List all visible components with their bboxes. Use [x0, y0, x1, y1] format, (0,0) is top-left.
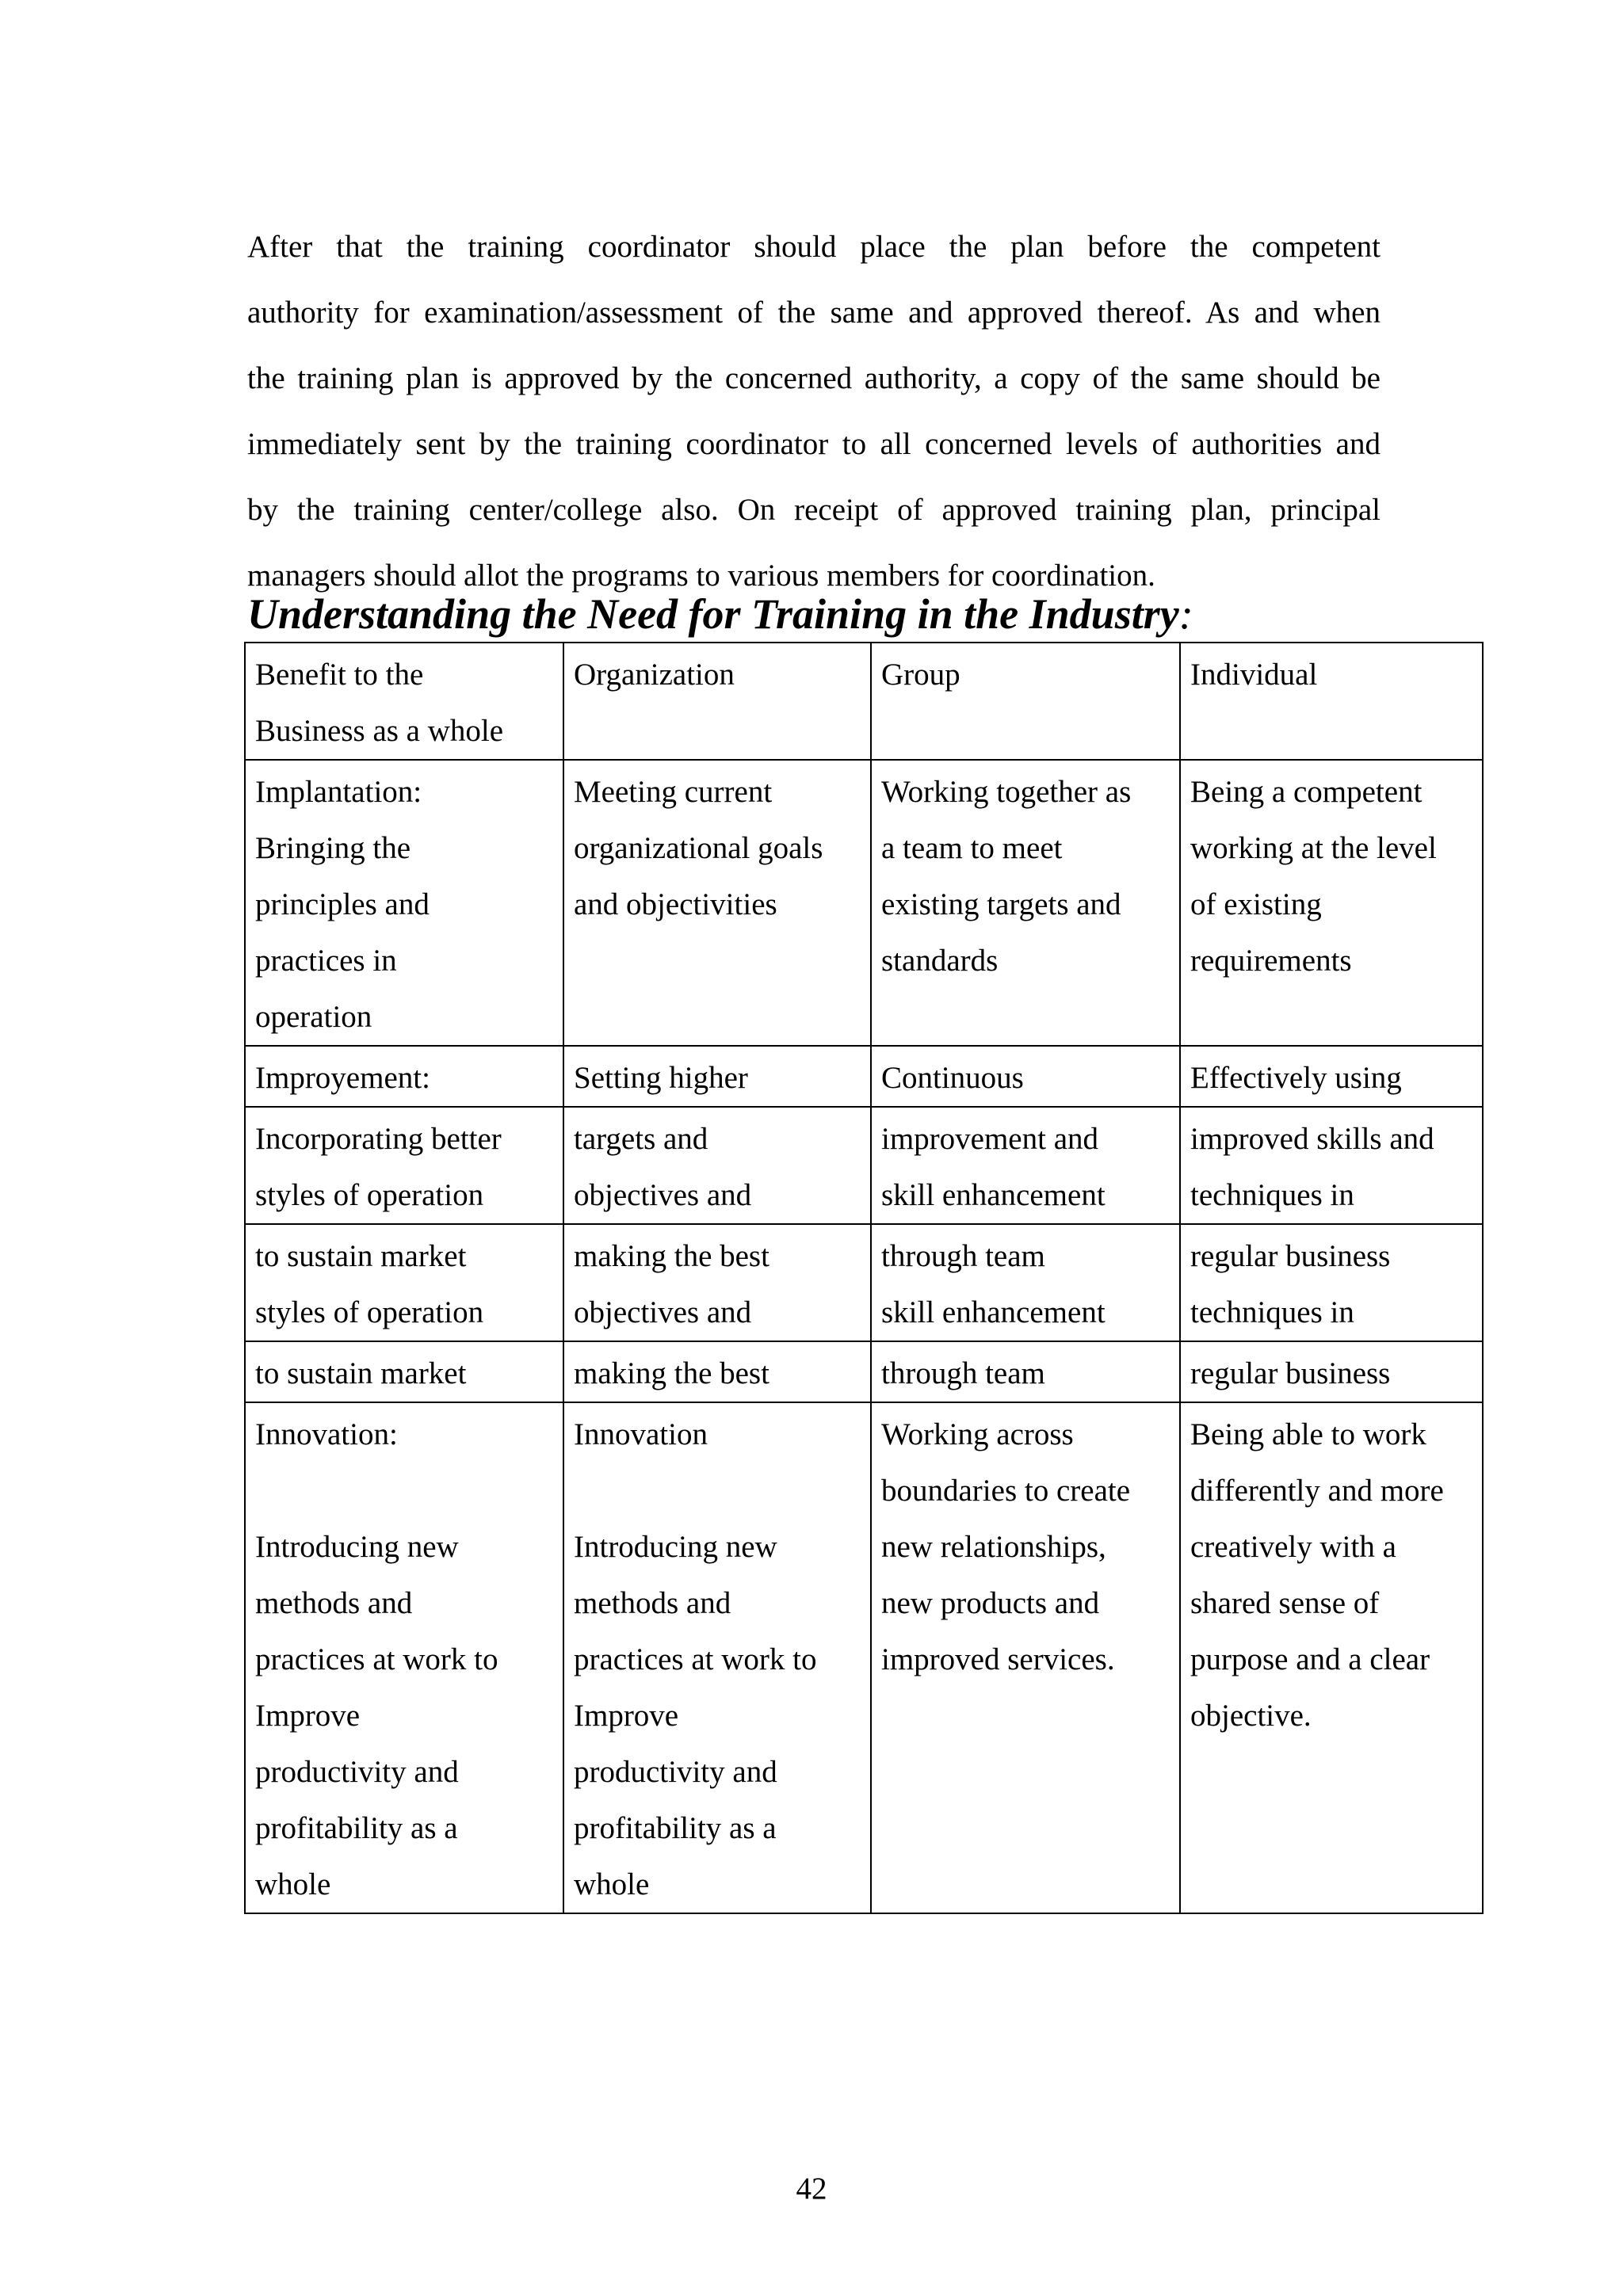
- cell-line: objective.: [1190, 1699, 1312, 1733]
- cell-line: regular business: [1190, 1356, 1391, 1390]
- cell-line: whole: [574, 1867, 650, 1901]
- cell-line: skill enhancement: [881, 1178, 1106, 1212]
- table-row: [245, 1224, 1483, 1341]
- cell-line: productivity and: [574, 1755, 777, 1789]
- table-cell: [1180, 1341, 1483, 1402]
- table-cell: [1180, 1402, 1483, 1913]
- cell-line: methods and: [255, 1586, 413, 1620]
- training-need-table: [244, 642, 1484, 1914]
- cell-line: organizational goals: [574, 831, 823, 865]
- table-cell: [1180, 1224, 1483, 1341]
- cell-line: shared sense of: [1190, 1586, 1380, 1620]
- cell-line: to sustain market: [255, 1356, 467, 1390]
- cell-line: operation: [255, 1000, 372, 1034]
- table-row: [245, 760, 1483, 1046]
- section-heading-colon: :: [1178, 590, 1193, 638]
- table-cell: [563, 760, 871, 1046]
- cell-line: practices at work to: [574, 1642, 817, 1676]
- table-cell: [245, 1224, 563, 1341]
- cell-line: making the best: [574, 1239, 769, 1273]
- cell-line: whole: [255, 1867, 331, 1901]
- table-cell: [563, 643, 871, 760]
- table-cell: [563, 1402, 871, 1913]
- cell-line: Working together as: [881, 775, 1132, 809]
- table-cell: [245, 1341, 563, 1402]
- cell-line: through team: [881, 1239, 1045, 1273]
- cell-line: boundaries to create: [881, 1474, 1131, 1508]
- cell-line: Innovation: [574, 1417, 708, 1451]
- table-cell: [871, 643, 1180, 760]
- cell-line: purpose and a clear: [1190, 1642, 1430, 1676]
- cell-line: regular business: [1190, 1239, 1391, 1273]
- table-cell: [1180, 760, 1483, 1046]
- cell-line: techniques in: [1190, 1295, 1354, 1329]
- cell-line: a team to meet: [881, 831, 1063, 865]
- cell-line: targets and: [574, 1122, 708, 1156]
- paragraph-line: managers should allot the programs to various members for coordination.: [247, 559, 1155, 593]
- section-heading: [247, 588, 1193, 640]
- cell-line: Being able to work: [1190, 1417, 1426, 1451]
- cell-line: Working across: [881, 1417, 1074, 1451]
- cell-line: profitability as a: [574, 1811, 777, 1845]
- cell-line: techniques in: [1190, 1178, 1354, 1212]
- cell-line: Setting higher: [574, 1061, 748, 1095]
- cell-line: Business as a whole: [255, 714, 504, 748]
- table-row: [245, 1402, 1483, 1913]
- cell-line: Introducing new: [574, 1530, 777, 1564]
- section-heading-text: Understanding the Need for Training in the Industry: [247, 590, 1179, 638]
- paragraph-line: After that the training coordinator should place the plan before the competent: [247, 230, 1381, 264]
- table-cell: [871, 1046, 1180, 1107]
- table-cell: [563, 1224, 871, 1341]
- paragraph-line: authority for examination/assessment of the same and approved thereof. As and when: [247, 296, 1381, 330]
- cell-line: Incorporating better: [255, 1122, 502, 1156]
- cell-line: practices at work to: [255, 1642, 498, 1676]
- cell-line: new relationships,: [881, 1530, 1106, 1564]
- table-cell: [245, 1402, 563, 1913]
- cell-line: of existing: [1190, 887, 1322, 921]
- cell-line: Effectively using: [1190, 1061, 1402, 1095]
- cell-line: working at the level: [1190, 831, 1437, 865]
- cell-line: Introducing new: [255, 1530, 459, 1564]
- table-cell: [871, 1402, 1180, 1913]
- cell-line: Innovation:: [255, 1417, 398, 1451]
- cell-line: Being a competent: [1190, 775, 1423, 809]
- table-cell: [245, 1046, 563, 1107]
- cell-line: profitability as a: [255, 1811, 458, 1845]
- table-body: [245, 643, 1483, 1913]
- cell-line: requirements: [1190, 944, 1352, 978]
- table-cell: [871, 1107, 1180, 1224]
- cell-line: new products and: [881, 1586, 1100, 1620]
- table-cell: [871, 760, 1180, 1046]
- table-cell: [1180, 643, 1483, 760]
- cell-line: Implantation:: [255, 775, 422, 809]
- cell-line: through team: [881, 1356, 1045, 1390]
- cell-line: skill enhancement: [881, 1295, 1106, 1329]
- cell-line: standards: [881, 944, 999, 978]
- cell-line: Bringing the: [255, 831, 411, 865]
- table-row: [245, 1107, 1483, 1224]
- table-cell: [245, 1107, 563, 1224]
- table-cell: [245, 643, 563, 760]
- table-row: [245, 1046, 1483, 1107]
- cell-line: Individual: [1190, 658, 1318, 692]
- cell-line: [574, 1463, 861, 1519]
- table-cell: [1180, 1046, 1483, 1107]
- cell-line: Meeting current: [574, 775, 773, 809]
- page-number: 42: [796, 2172, 827, 2206]
- table-cell: [871, 1341, 1180, 1402]
- cell-line: creatively with a: [1190, 1530, 1396, 1564]
- cell-line: [255, 1463, 553, 1519]
- paragraph-line: the training plan is approved by the concerned authority, a copy of the same should be: [247, 361, 1381, 395]
- cell-line: to sustain market: [255, 1239, 467, 1273]
- cell-line: productivity and: [255, 1755, 459, 1789]
- cell-line: Continuous: [881, 1061, 1024, 1095]
- cell-line: Benefit to the: [255, 658, 424, 692]
- cell-line: styles of operation: [255, 1295, 484, 1329]
- paragraph-line: by the training center/college also. On receipt of approved training plan, principal: [247, 493, 1381, 527]
- cell-line: principles and: [255, 887, 430, 921]
- table-row: [245, 1341, 1483, 1402]
- cell-line: Improve: [574, 1699, 679, 1733]
- table-cell: [871, 1224, 1180, 1341]
- cell-line: objectives and: [574, 1295, 752, 1329]
- cell-line: and objectivities: [574, 887, 777, 921]
- cell-line: practices in: [255, 944, 397, 978]
- table-row: [245, 643, 1483, 760]
- table-cell: [563, 1341, 871, 1402]
- table-cell: [563, 1046, 871, 1107]
- cell-line: improved skills and: [1190, 1122, 1434, 1156]
- cell-line: methods and: [574, 1586, 731, 1620]
- table-cell: [1180, 1107, 1483, 1224]
- body-paragraph: [247, 214, 1381, 608]
- cell-line: Group: [881, 658, 960, 692]
- cell-line: improvement and: [881, 1122, 1099, 1156]
- cell-line: making the best: [574, 1356, 769, 1390]
- cell-line: styles of operation: [255, 1178, 484, 1212]
- table-cell: [563, 1107, 871, 1224]
- cell-line: Improve: [255, 1699, 361, 1733]
- cell-line: Organization: [574, 658, 735, 692]
- table-cell: [245, 760, 563, 1046]
- paragraph-line: immediately sent by the training coordinator to all concerned levels of authorities and: [247, 427, 1381, 461]
- cell-line: existing targets and: [881, 887, 1121, 921]
- cell-line: differently and more: [1190, 1474, 1444, 1508]
- cell-line: objectives and: [574, 1178, 752, 1212]
- cell-line: improved services.: [881, 1642, 1115, 1676]
- cell-line: Improyement:: [255, 1061, 430, 1095]
